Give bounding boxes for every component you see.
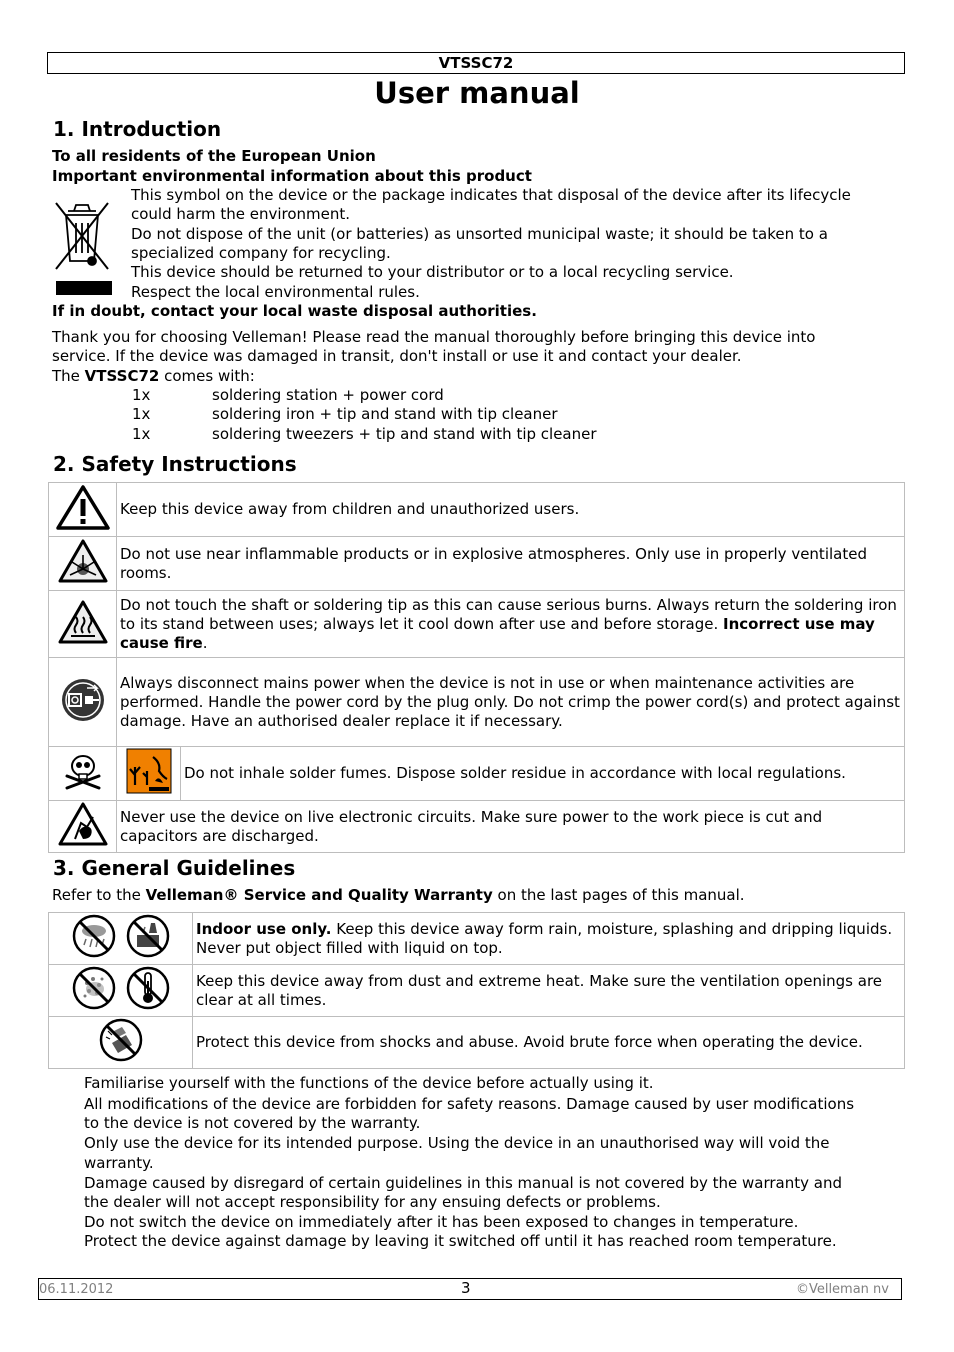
no-liquid-icon — [125, 913, 171, 964]
section-heading-safety: 2. Safety Instructions — [53, 452, 297, 476]
guideline-line: Only use the device for its intended purpose. Using the device in an unauthorised way will void the — [84, 1134, 830, 1152]
page-number: 3 — [461, 1279, 471, 1297]
unplug-icon — [49, 658, 117, 747]
page-footer — [38, 1278, 902, 1300]
footer-date: 06.11.2012 — [39, 1282, 114, 1297]
guideline-row — [49, 913, 905, 965]
guideline-row — [49, 965, 905, 1017]
warranty-ref: Refer to the Velleman® Service and Quality Warranty on the last pages of this manual. — [52, 886, 745, 904]
env-line: specialized company for recycling. — [131, 244, 391, 262]
env-title: Important environmental information about this product — [52, 167, 532, 185]
safety-text: Keep this device away from children and unauthorized users. — [117, 483, 905, 537]
no-dust-icon — [71, 965, 117, 1016]
eu-title: To all residents of the European Union — [52, 147, 376, 165]
guideline-line: the dealer will not accept responsibility for any ensuing defects or problems. — [84, 1193, 661, 1211]
safety-text: Do not touch the shaft or soldering tip as this can cause serious burns. Always return the soldering iron to its stand between uses; always let it cool down after use and before storage. Incorrect use may cause fire. — [117, 591, 905, 658]
thanks-line: Thank you for choosing Velleman! Please read the manual thoroughly before bringing this device into — [52, 328, 816, 346]
safety-table — [48, 482, 905, 853]
env-line: This symbol on the device or the package indicates that disposal of the device after its lifecycle — [131, 186, 851, 204]
thanks-line: service. If the device was damaged in transit, don't install or use it and contact your dealer. — [52, 347, 742, 365]
guidelines-table — [48, 912, 905, 1069]
footer-copyright: ©Velleman nv — [795, 1282, 889, 1297]
no-rain-icon — [71, 913, 117, 964]
safety-row — [49, 658, 905, 747]
warning-icon — [49, 483, 117, 537]
safety-row — [49, 483, 905, 537]
guideline-line: Protect the device against damage by leaving it switched off until it has reached room temperature. — [84, 1232, 837, 1250]
guideline-text: Protect this device from shocks and abuse. Avoid brute force when operating the device. — [193, 1017, 905, 1069]
hot-surface-icon — [49, 591, 117, 658]
page-title: User manual — [374, 76, 580, 110]
doubt-note: If in doubt, contact your local waste disposal authorities. — [52, 302, 537, 320]
no-heat-icon — [125, 965, 171, 1016]
guideline-text: Indoor use only. Keep this device away form rain, moisture, splashing and dripping liquids. Never put object filled with liquid on top. — [193, 913, 905, 965]
guideline-line: to the device is not covered by the warranty. — [84, 1114, 421, 1132]
safety-text: Always disconnect mains power when the device is not in use or when maintenance activities are performed. Handle the power cord by the plug only. Do not crimp the power cord(s) and protect against damage. Have an authorised dealer replace it if necessary. — [117, 658, 905, 747]
env-line: could harm the environment. — [131, 205, 351, 223]
weee-bin-icon — [52, 197, 112, 297]
safety-text: Do not use near inflammable products or in explosive atmospheres. Only use in properly ventilated rooms. — [117, 537, 905, 591]
env-line: Respect the local environmental rules. — [131, 283, 420, 301]
item-desc: soldering iron + tip and stand with tip cleaner — [212, 405, 558, 423]
harmful-icon — [117, 747, 181, 801]
env-line: Do not dispose of the unit (or batteries) as unsorted municipal waste; it should be taken to a — [131, 225, 828, 243]
safety-text: Never use the device on live electronic circuits. Make sure power to the work piece is cut and capacitors are discharged. — [117, 801, 905, 853]
item-qty: 1x — [132, 386, 151, 404]
guideline-row — [49, 1017, 905, 1069]
env-line: This device should be returned to your distributor or to a local recycling service. — [131, 263, 734, 281]
model-header: VTSSC72 — [47, 52, 905, 74]
safety-text: Do not inhale solder fumes. Dispose solder residue in accordance with local regulations. — [181, 747, 905, 801]
item-desc: soldering tweezers + tip and stand with tip cleaner — [212, 425, 597, 443]
guideline-line: Do not switch the device on immediately after it has been exposed to changes in temperature. — [84, 1213, 799, 1231]
item-desc: soldering station + power cord — [212, 386, 444, 404]
no-shock-icon — [49, 1017, 193, 1069]
safety-row — [49, 537, 905, 591]
section-heading-guidelines: 3. General Guidelines — [53, 856, 296, 880]
guideline-line: Damage caused by disregard of certain guidelines in this manual is not covered by the warranty and — [84, 1174, 842, 1192]
safety-row — [49, 801, 905, 853]
guideline-line: warranty. — [84, 1154, 154, 1172]
guideline-line: All modifications of the device are forbidden for safety reasons. Damage caused by user modifications — [84, 1095, 855, 1113]
guideline-text: Keep this device away from dust and extreme heat. Make sure the ventilation openings are clear at all times. — [193, 965, 905, 1017]
safety-row — [49, 591, 905, 658]
comes-with-line: The VTSSC72 comes with: — [52, 367, 255, 385]
guideline-line: Familiarise yourself with the functions of the device before actually using it. — [84, 1074, 654, 1092]
item-qty: 1x — [132, 425, 151, 443]
safety-row — [49, 747, 905, 801]
explosive-icon — [49, 537, 117, 591]
electric-shock-icon — [49, 801, 117, 853]
item-qty: 1x — [132, 405, 151, 423]
toxic-icon — [49, 747, 117, 801]
section-heading-introduction: 1. Introduction — [53, 117, 222, 141]
